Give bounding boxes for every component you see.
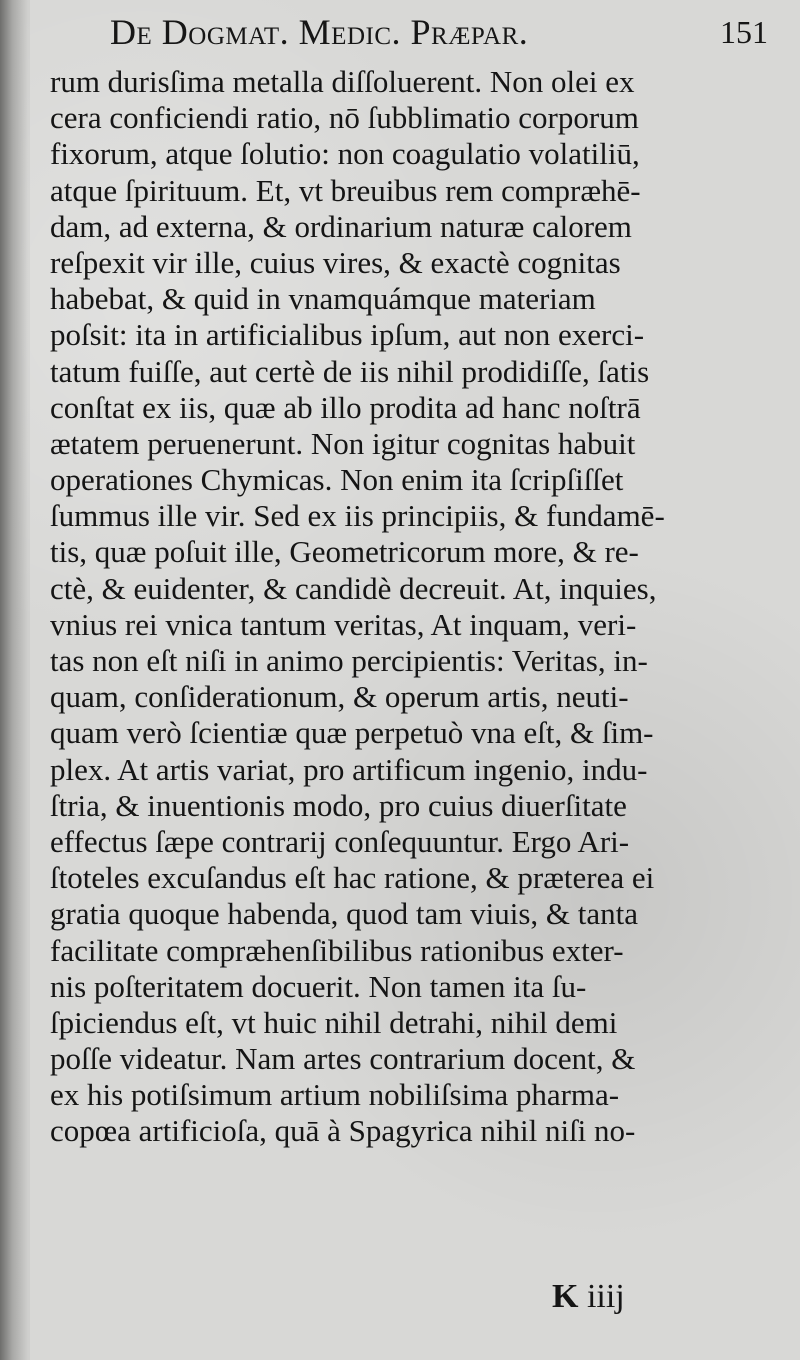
text-line: ſpiciendus eſt, vt huic nihil detrahi, nihil demi bbox=[50, 1004, 618, 1040]
text-line: quam verò ſcientiæ quæ perpetuò vna eſt, & ſim- bbox=[50, 715, 654, 751]
text-line: conſtat ex iis, quæ ab illo prodita ad hanc noſtrā bbox=[50, 389, 641, 425]
text-line: gratia quoque habenda, quod tam viuis, & tanta bbox=[50, 896, 638, 932]
text-line: plex. At artis variat, pro artificum ingenio, indu- bbox=[50, 751, 648, 787]
page-number: 151 bbox=[720, 14, 768, 50]
text-line: ſtria, & inuentionis modo, pro cuius diuerſitate bbox=[50, 787, 627, 823]
text-line: poſsit: ita in artificialibus ipſum, aut non exerci- bbox=[50, 317, 645, 353]
text-line: ætatem peruenerunt. Non igitur cognitas habuit bbox=[50, 425, 636, 461]
text-line: rum durisſima metalla diſſoluerent. Non olei ex bbox=[50, 64, 635, 99]
text-line: habebat, & quid in vnamquámque materiam bbox=[50, 281, 596, 317]
page-gutter-shadow bbox=[0, 0, 28, 1360]
signature-letter: K bbox=[552, 1278, 579, 1315]
text-line: ctè, & euidenter, & candidè decreuit. At, inquies, bbox=[50, 570, 657, 606]
text-line: tis, quæ poſuit ille, Geometricorum more, & re- bbox=[50, 534, 639, 570]
text-line: facilitate compræhenſibilibus rationibus exter- bbox=[50, 932, 624, 968]
text-line: operationes Chymicas. Non enim ita ſcripſiſſet bbox=[50, 462, 624, 498]
running-title: De Dogmat. Medic. Præpar. bbox=[110, 12, 529, 52]
text-line: fixorum, atque ſolutio: non coagulatio volatiliū, bbox=[50, 136, 640, 172]
text-line: copœa artificioſa, quā à Spagyrica nihil niſi no- bbox=[50, 1113, 636, 1149]
text-line: effectus ſæpe contrarij conſequuntur. Ergo Ari- bbox=[50, 823, 630, 859]
text-line: quam, conſiderationum, & operum artis, neuti- bbox=[50, 679, 629, 715]
text-line: vnius rei vnica tantum veritas, At inquam, veri- bbox=[50, 606, 637, 642]
signature-mark bbox=[552, 1276, 625, 1318]
text-line: nis poſteritatem docuerit. Non tamen ita ſu- bbox=[50, 968, 587, 1004]
latin-body-text bbox=[50, 64, 780, 1304]
text-line: dam, ad externa, & ordinarium naturæ calorem bbox=[50, 208, 632, 244]
signature-number: iiij bbox=[586, 1278, 625, 1315]
text-line: atque ſpirituum. Et, vt breuibus rem compræhē- bbox=[50, 172, 641, 208]
text-line: ex his potiſsimum artium nobiliſsima pharma- bbox=[50, 1077, 620, 1113]
text-line: reſpexit vir ille, cuius vires, & exactè cognitas bbox=[50, 244, 621, 280]
text-line: poſſe videatur. Nam artes contrarium docent, & bbox=[50, 1041, 636, 1077]
text-line: ſtoteles excuſandus eſt hac ratione, & præterea ei bbox=[50, 860, 655, 896]
page-header bbox=[110, 8, 790, 64]
text-line: cera conficiendi ratio, nō ſubblimatio corporum bbox=[50, 100, 639, 136]
text-line: tatum fuiſſe, aut certè de iis nihil prodidiſſe, ſatis bbox=[50, 353, 650, 389]
text-line: ſummus ille vir. Sed ex iis principiis, & fundamē- bbox=[50, 498, 665, 534]
text-line: tas non eſt niſi in animo percipientis: Veritas, in- bbox=[50, 643, 648, 678]
